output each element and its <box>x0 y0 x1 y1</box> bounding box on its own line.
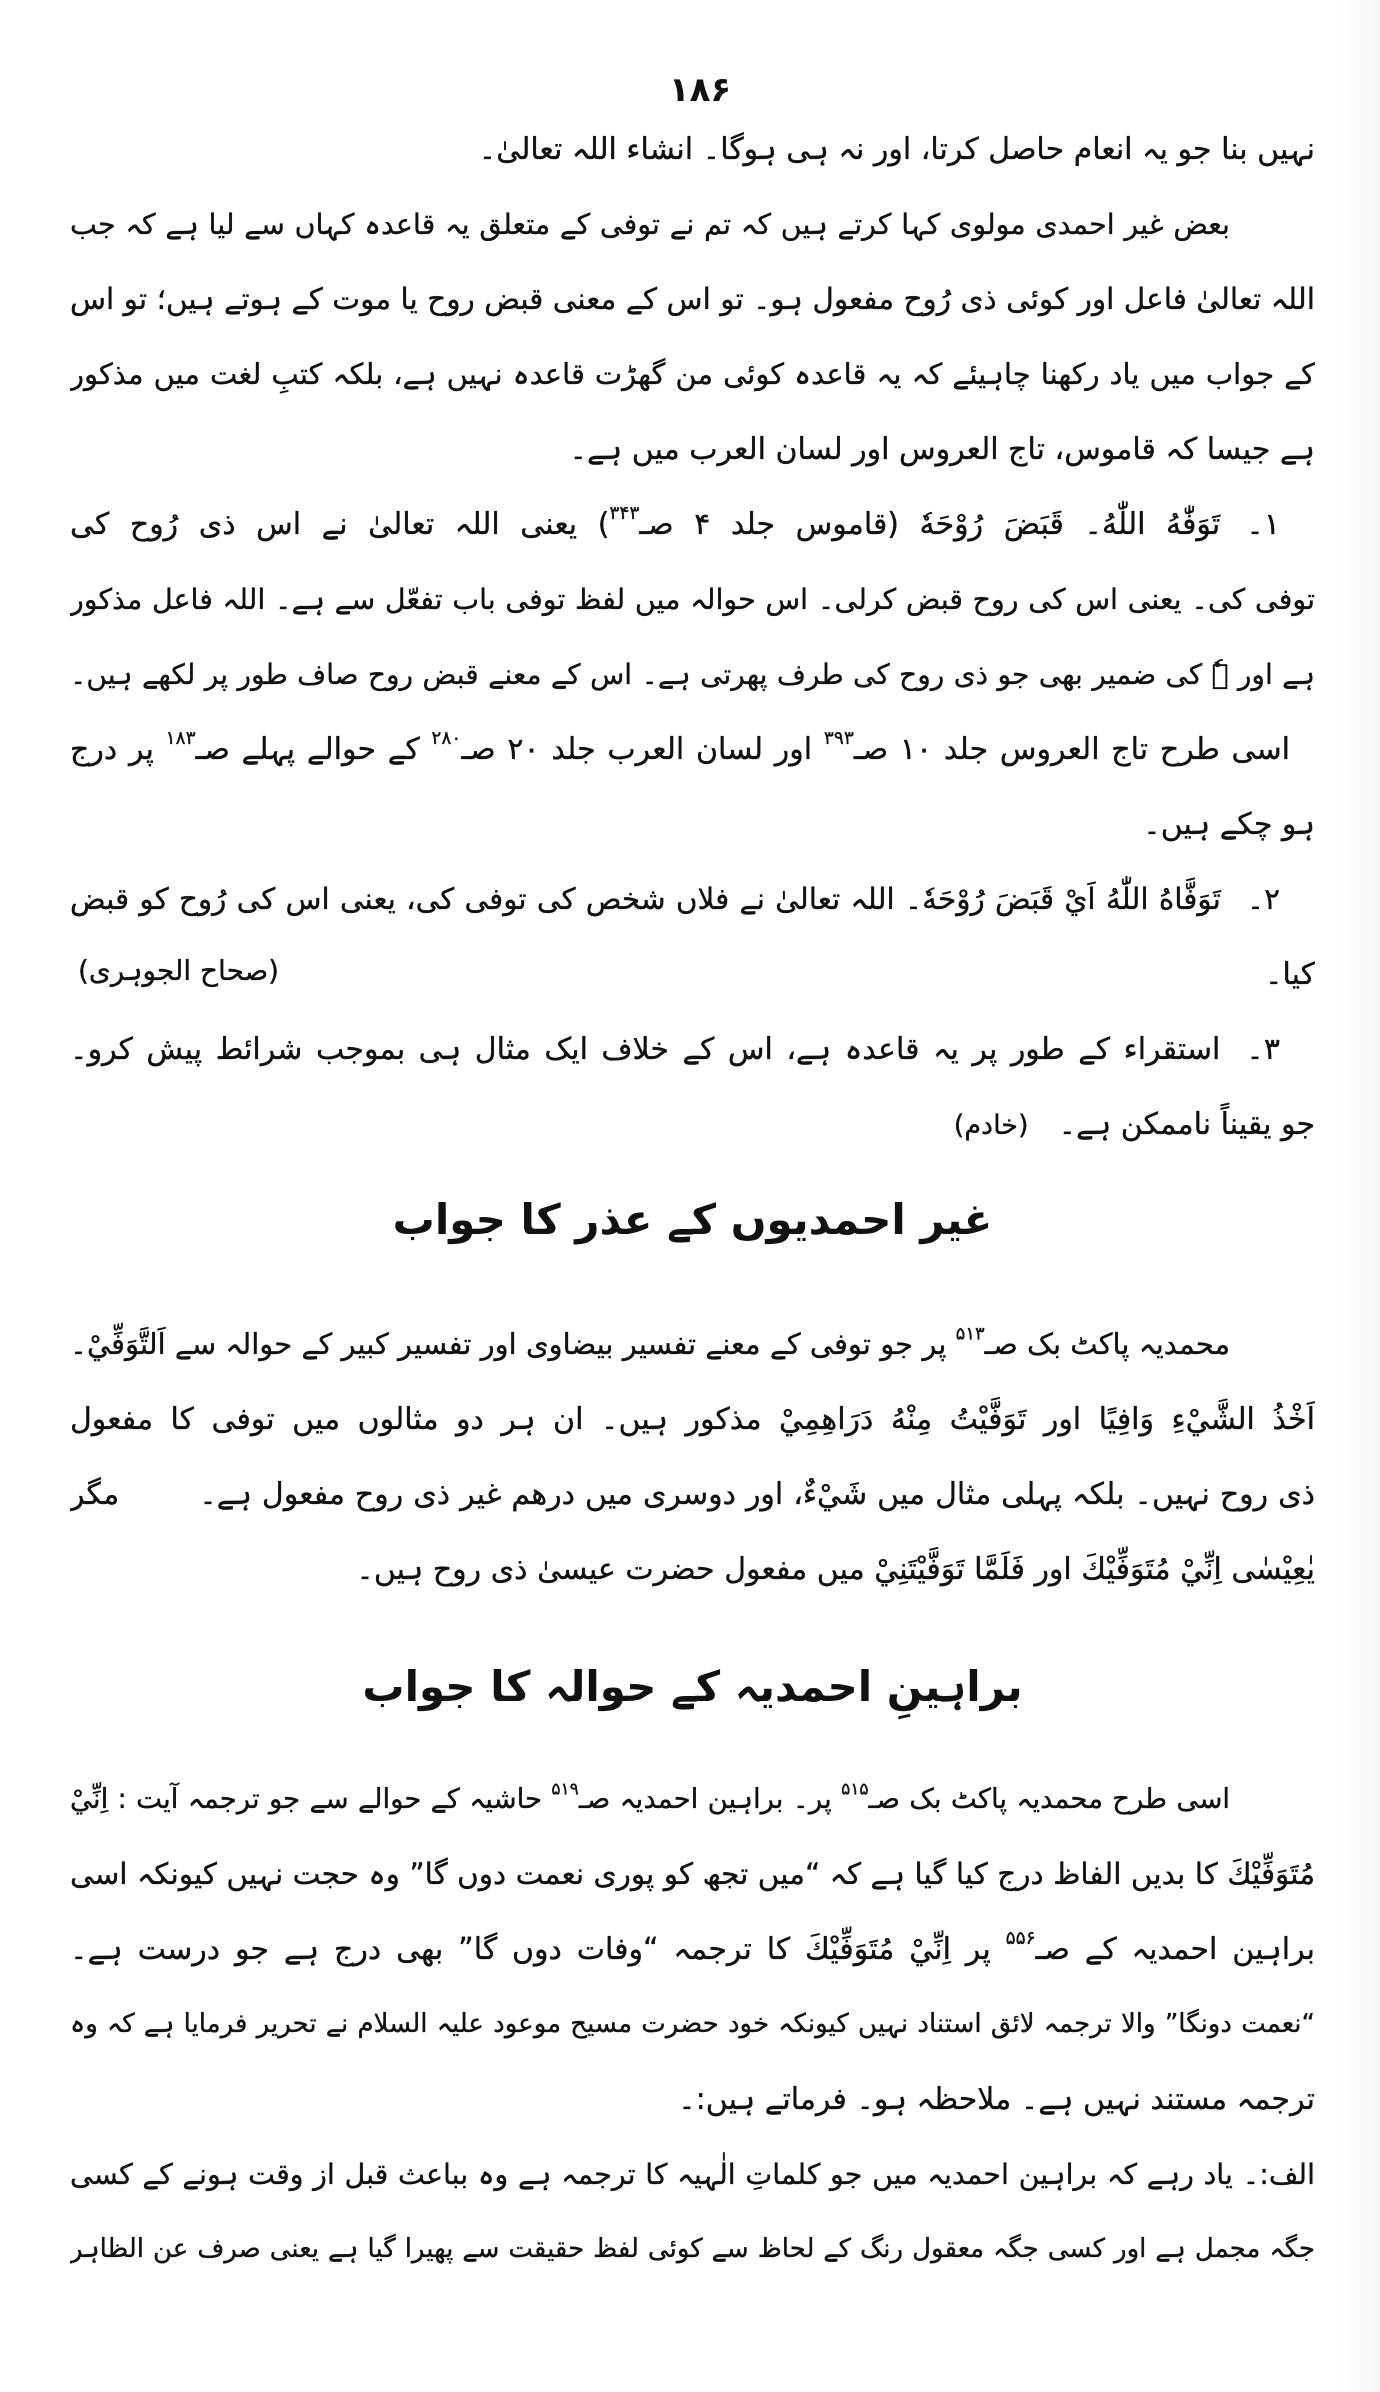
item-number: ۲۔ <box>1246 882 1280 916</box>
page-reference: ۳۹۳ <box>823 728 854 750</box>
section-non-ahmadi-excuse <box>70 1307 1315 1607</box>
numbered-reference-line <box>70 1012 1315 1087</box>
heading-block <box>70 1162 1315 1307</box>
line-text: ذی روح نہیں۔ بلکہ پہلی مثال میں شَيْءٌ، اور دوسری میں درھم غیر ذی روح مفعول ہے۔ <box>199 1477 1315 1512</box>
line-text: پر اِنِّيْ مُتَوَفِّيْكَ کا ترجمہ “وفات دوں گا” بھی درج ہے جو درست ہے۔ <box>70 1932 1006 1967</box>
text-line: يٰعِيْسٰى اِنِّيْ مُتَوَفِّيْكَ اور فَلَمَّا تَوَفَّيْتَنِيْ میں مفعول حضرت عیسیٰ ذی روح ہیں۔ <box>356 1552 1315 1587</box>
paragraph-start-line <box>70 1307 1315 1382</box>
text-line: جگہ مجمل ہے اور کسی جگہ معقول رنگ کے لحاظ سے کوئی لفظ حقیقت سے پھیرا گیا ہے یعنی صرف عن الظاہر <box>70 2234 1315 2264</box>
line-text: پر درج <box>70 732 166 767</box>
paragraph-start-line <box>70 1762 1315 1837</box>
page-reference: ۳۴۳ <box>609 503 640 525</box>
text-line-with-source <box>70 937 1315 1012</box>
item-number: ۳۔ <box>1246 1032 1280 1067</box>
page-reference: ۵۱۹ <box>551 1779 579 1800</box>
line-text: براہین احمدیہ کے صـ <box>1035 1932 1315 1967</box>
section-heading: غیر احمدیوں کے عذر کا جواب <box>392 1195 993 1244</box>
paragraph-start-line: بعض غیر احمدی مولوی کہا کرتے ہیں کہ تم نے توفی کے متعلق یہ قاعدہ کہاں سے لیا ہے کہ جب <box>70 208 1230 241</box>
text-line: ہو چکے ہیں۔ <box>1143 807 1315 842</box>
line-text: تَوَفَّاهُ اللّٰهُ اَيْ قَبَضَ رُوْحَهٗ۔ اللہ تعالیٰ نے فلاں شخص کی توفی کی، یعنی اس کی رُوح کو قبض <box>70 882 1221 916</box>
reference-line <box>70 712 1315 787</box>
text-line <box>70 1912 1315 1987</box>
text-line: ہے جیسا کہ قاموس، تاج العروس اور لسان العرب میں ہے۔ <box>569 432 1315 467</box>
text-line: ترجمہ مستند نہیں ہے۔ ملاحظہ ہو۔ فرماتے ہیں:۔ <box>678 2082 1315 2117</box>
item-number: ۱۔ <box>1246 507 1280 542</box>
text-line: نہیں بنا جو یہ انعام حاصل کرتا، اور نہ ہی ہوگا۔ انشاء اللہ تعالیٰ۔ <box>478 132 1315 167</box>
line-text: ) یعنی اللہ تعالیٰ نے اس ذی رُوح کی <box>70 507 610 542</box>
text-line: توفی کی۔ یعنی اس کی روح قبض کرلی۔ اس حوالہ میں لفظ توفی باب تفعّل سے ہے۔ اللہ فاعل مذکور <box>70 583 1315 616</box>
section-barahin-reference <box>70 1762 1315 2287</box>
text-line: “نعمت دونگا” والا ترجمہ لائق استناد نہیں کیونکہ خود حضرت مسیح موعود علیہ السلام نے تحریر فرمایا ہے کہ وہ <box>70 2009 1315 2039</box>
line-text: استقراء کے طور پر یہ قاعدہ ہے، اس کے خلاف ایک مثال ہی بموجب شرائط پیش کرو۔ <box>70 1032 1221 1067</box>
author-signature: (خادم) <box>953 1110 1029 1141</box>
numbered-reference-line <box>70 862 1315 937</box>
text-line: الف:۔ یاد رہے کہ براہین احمدیہ میں جو کلماتِ الٰہیہ کا ترجمہ ہے وہ بباعث قبل از وقت ہونے کے کسی <box>70 2158 1315 2191</box>
line-text: پر۔ براہین احمدیہ صـ <box>578 1783 842 1815</box>
line-text: اسی طرح محمدیہ پاکٹ بک صـ <box>868 1783 1231 1815</box>
text-line: مُتَوَفِّيْكَ کا بدیں الفاظ درج کیا گیا ہے کہ “میں تجھ کو پوری نعمت دوں گا” وہ حجت نہیں کیونکہ اسی <box>70 1857 1315 1891</box>
text-line: کے جواب میں یاد رکھنا چاہیئے کہ یہ قاعدہ کوئی من گھڑت قاعدہ نہیں ہے، بلکہ کتبِ لغت میں مذکور <box>70 357 1315 391</box>
line-text: کے حوالے پہلے صـ <box>195 732 432 767</box>
page-reference: ۵۵۶ <box>1005 1928 1036 1950</box>
line-text: تَوَفّٰهُ اللّٰهُ۔ قَبَضَ رُوْحَهٗ (قاموس جلد ۴ صـ <box>639 507 1221 542</box>
section-lexicon-rule <box>70 112 1315 1162</box>
line-text: اور لسان العرب جلد ۲۰ صـ <box>461 732 824 767</box>
line-text: کیا۔ <box>1264 957 1315 992</box>
line-text: جو یقیناً ناممکن ہے۔ <box>1058 1107 1315 1142</box>
numbered-reference-line <box>70 487 1315 562</box>
text-line-with-signature <box>70 1087 1315 1162</box>
page-reference: ۵۱۵ <box>841 1779 869 1800</box>
page-reference: ۱۸۳ <box>165 728 196 750</box>
text-line <box>70 1457 1315 1532</box>
line-text: حاشیہ کے حوالے سے جو ترجمہ آیت : اِنِّيْ <box>70 1783 552 1815</box>
line-text: محمدیہ پاکٹ بک صـ <box>984 1327 1231 1361</box>
text-line: اللہ تعالیٰ فاعل اور کوئی ذی رُوح مفعول ہو۔ تو اس کے معنی قبض روح یا موت کے ہوتے ہیں؛ تو اس <box>70 282 1315 316</box>
line-text: اسی طرح تاج العروس جلد ۱۰ صـ <box>853 732 1290 767</box>
line-end-word: مگر <box>70 1477 120 1512</box>
line-text: پر جو توفی کے معنے تفسیر بیضاوی اور تفسیر کبیر کے حوالہ سے اَلتَّوَفِّيْ۔ <box>70 1327 956 1361</box>
source-citation: (صحاح الجوہری) <box>78 954 280 987</box>
page-reference: ۲۸۰ <box>431 728 462 750</box>
text-line: ہے اور ہٗ کی ضمیر بھی جو ذی روح کی طرف پھرتی ہے۔ اس کے معنے قبض روح صاف طور پر لکھے ہیں۔ <box>70 658 1315 691</box>
page-number: ۱۸۶ <box>668 70 732 110</box>
section-heading: براہینِ احمدیہ کے حوالہ کا جواب <box>362 1662 1023 1711</box>
heading-block <box>70 1607 1315 1762</box>
text-line: اَخْذُ الشَّيْءِ وَافِيًا اور تَوَفَّيْتُ مِنْهُ دَرَاهِمِيْ مذکور ہیں۔ ان ہر دو مثالوں میں توفی کا مفعول <box>70 1402 1315 1437</box>
page-reference: ۵۱۳ <box>955 1323 985 1345</box>
